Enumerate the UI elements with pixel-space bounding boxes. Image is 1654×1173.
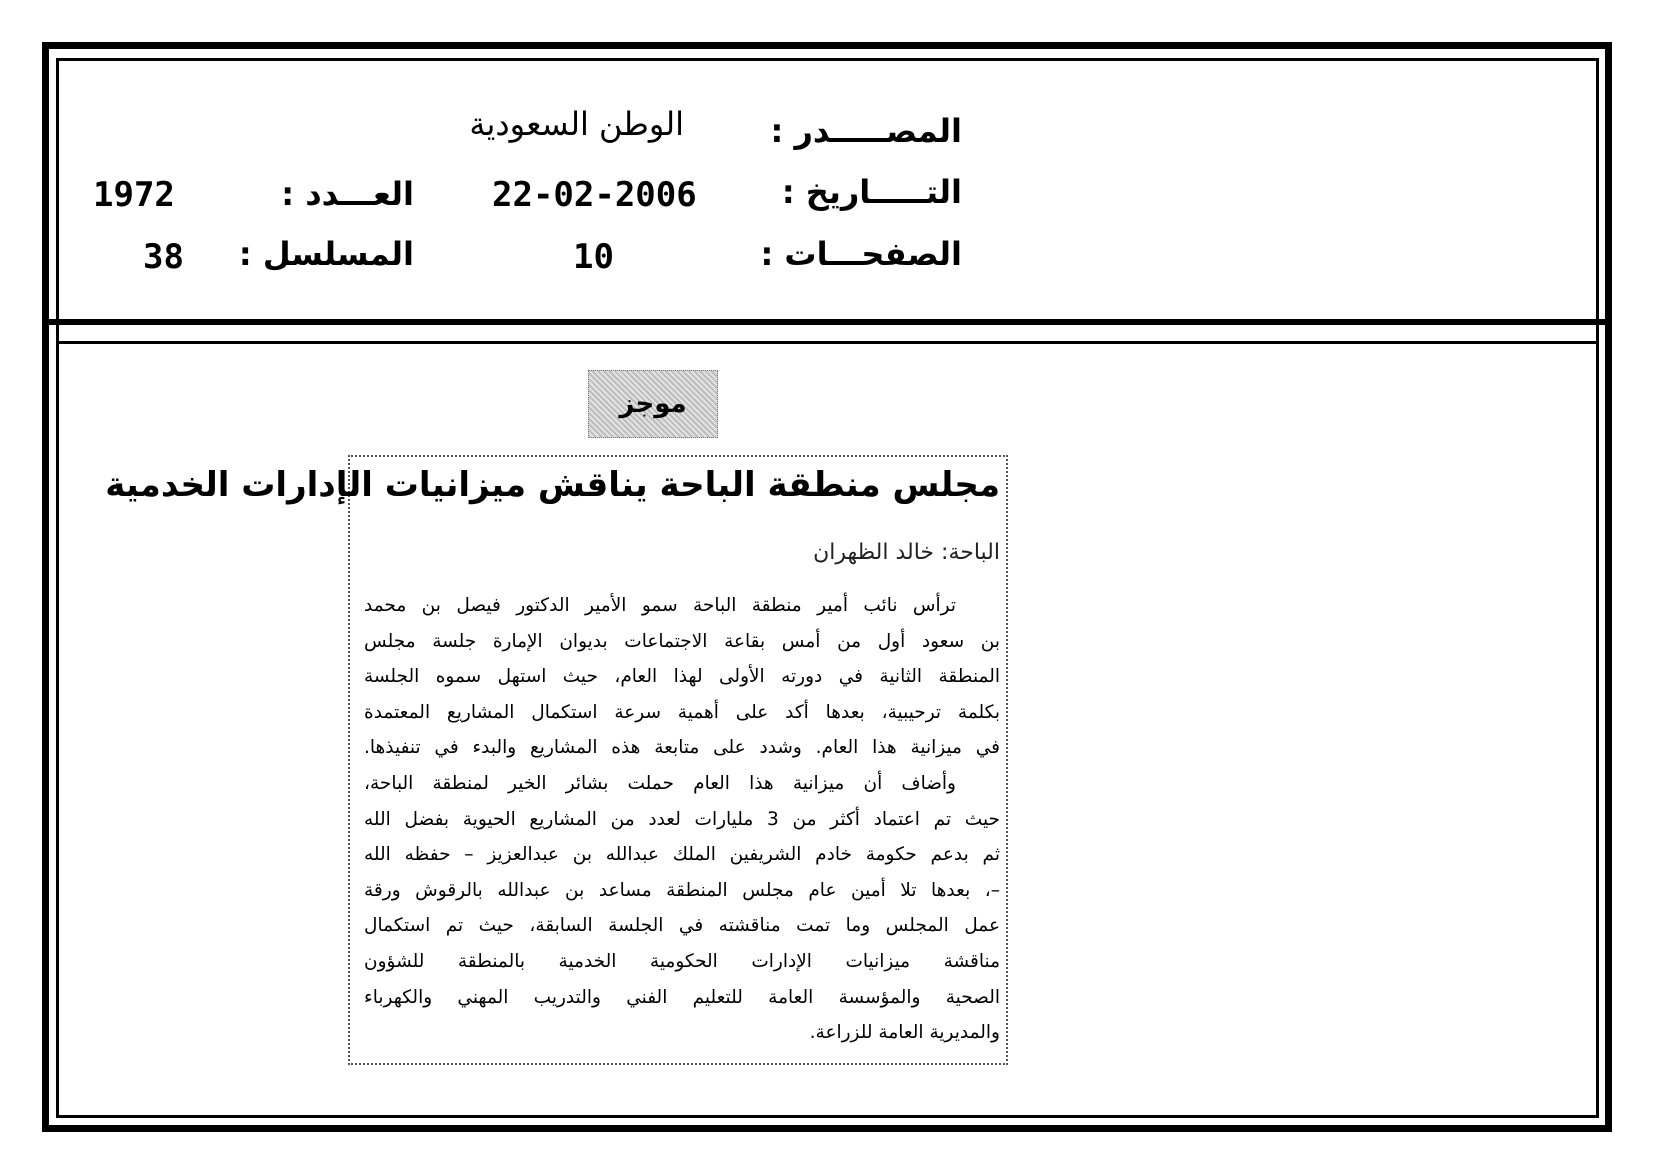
header-divider-thick	[46, 319, 1608, 325]
date-value: 22-02-2006	[492, 175, 697, 215]
body-line: بن سعود أول من أمس بقاعة الاجتماعات بديوان الإمارة جلسة مجلس	[364, 630, 1000, 652]
body-line: الصحية والمؤسسة العامة للتعليم الفني والتدريب المهني والكهرباء	[364, 986, 1000, 1008]
date-label: التـــــاريخ :	[781, 173, 962, 211]
body-line: والمديرية العامة للزراعة.	[809, 1022, 1000, 1044]
body-line: حيث تم اعتماد أكثر من 3 مليارات لعدد من المشاريع الحيوية بفضل الله	[364, 808, 1000, 830]
pages-label: الصفحـــات :	[760, 235, 962, 273]
body-line: ثم بدعم حكومة خادم الشريفين الملك عبدالله بن عبدالعزيز – حفظه الله	[364, 844, 1000, 866]
article-headline: مجلس منطقة الباحة يناقش ميزانيات الإدارات الخدمية	[105, 465, 1000, 505]
article-byline: الباحة: خالد الظهران	[813, 540, 1000, 565]
body-line: عمل المجلس وما تمت مناقشته في الجلسة السابقة، حيث تم استكمال	[364, 915, 1000, 937]
source-label: المصـــــدر :	[770, 112, 962, 150]
source-value: الوطن السعودية	[469, 105, 684, 143]
serial-value: 38	[143, 237, 184, 277]
body-line: مناقشة ميزانيات الإدارات الحكومية الخدمية بالمنطقة للشؤون	[364, 950, 1000, 972]
body-line: –، بعدها تلا أمين عام مجلس المنطقة مساعد بن عبدالله بالرقوش ورقة	[364, 879, 1000, 901]
header-divider-thin	[58, 341, 1596, 344]
pages-value: 10	[573, 237, 614, 277]
body-line: المنطقة الثانية في دورته الأولى لهذا العام، حيث استهل سموه الجلسة	[364, 666, 1000, 688]
body-line: وأضاف أن ميزانية هذا العام حملت بشائر الخير لمنطقة الباحة،	[364, 772, 956, 794]
body-line: ترأس نائب أمير منطقة الباحة سمو الأمير الدكتور فيصل بن محمد	[364, 595, 956, 616]
issue-value: 1972	[93, 175, 175, 215]
section-tag: موجز	[588, 370, 718, 438]
body-line: بكلمة ترحيبية، بعدها أكد على أهمية سرعة استكمال المشاريع المعتمدة	[364, 701, 1000, 723]
serial-label: المسلسل :	[238, 235, 414, 273]
issue-label: العـــدد :	[281, 175, 414, 213]
article-body	[364, 588, 1000, 1051]
body-line: في ميزانية هذا العام. وشدد على متابعة هذه المشاريع والبدء في تنفيذها.	[364, 737, 1000, 759]
